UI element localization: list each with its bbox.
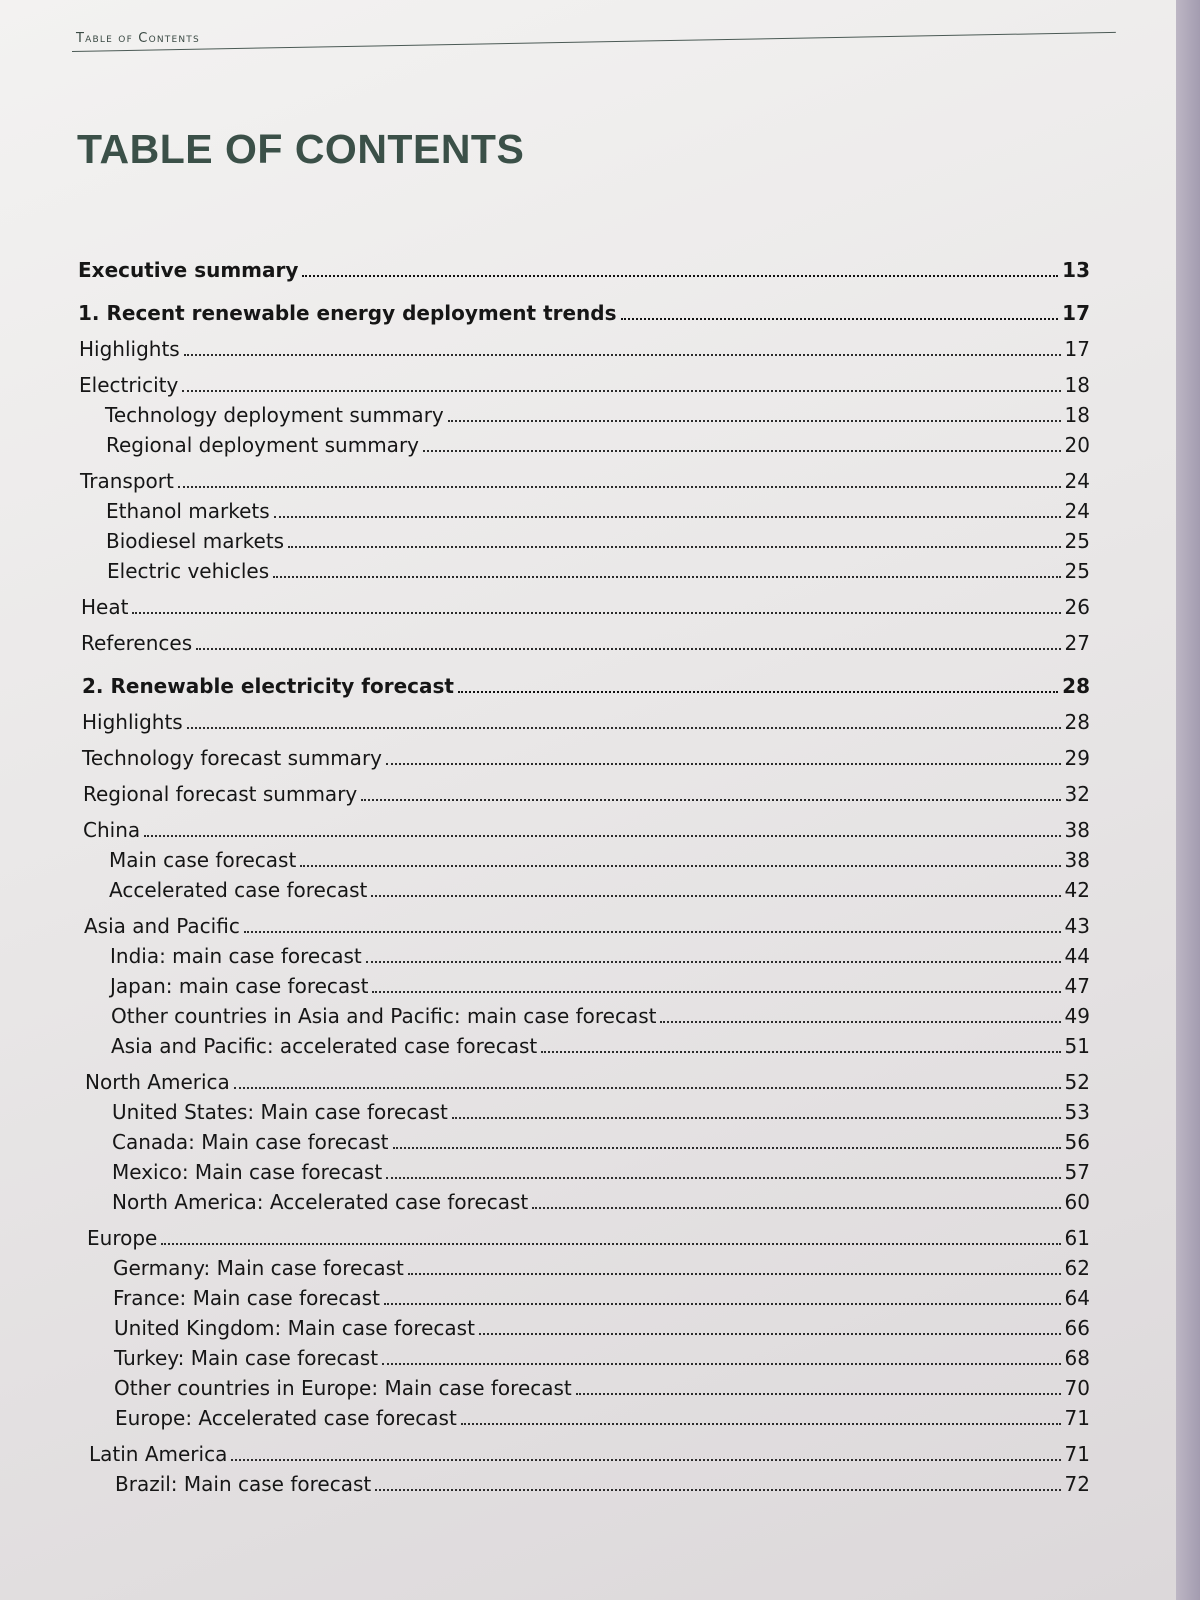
dot-leader (184, 354, 1061, 356)
dot-leader (423, 450, 1061, 452)
toc-entry-page-number: 72 (1064, 1472, 1090, 1496)
toc-entry (113, 1254, 1090, 1282)
dot-leader (393, 1147, 1061, 1149)
dot-leader (452, 1117, 1061, 1119)
dot-leader (372, 991, 1060, 993)
toc-entry (110, 942, 1090, 970)
toc-entry-label: References (81, 631, 193, 655)
toc-entry (111, 1032, 1090, 1060)
dot-leader (386, 1177, 1060, 1179)
toc-entry-page-number: 43 (1064, 914, 1090, 938)
dot-leader (144, 835, 1060, 837)
toc-entry-page-number: 42 (1064, 878, 1090, 902)
toc-entry-label: Ethanol markets (106, 499, 270, 523)
header-rule (72, 32, 1116, 52)
toc-entry-page-number: 25 (1064, 559, 1090, 583)
toc-entry-label: China (83, 818, 141, 842)
toc-entry (85, 1068, 1090, 1096)
dot-leader (408, 1273, 1061, 1275)
toc-entry-label: United States: Main case forecast (112, 1100, 448, 1124)
toc-entry (81, 593, 1090, 621)
toc-entry-label: North America: Accelerated case forecast (112, 1190, 529, 1214)
toc-entry-label: Asia and Pacific (84, 914, 240, 938)
toc-entry-label: Germany: Main case forecast (113, 1256, 404, 1280)
toc-entry (106, 497, 1090, 525)
toc-entry-page-number: 24 (1064, 469, 1090, 493)
toc-entry-label: Electricity (79, 373, 179, 397)
toc-entry-label: Turkey: Main case forecast (114, 1346, 379, 1370)
toc-entry-label: Regional forecast summary (83, 782, 358, 806)
dot-leader (187, 727, 1061, 729)
dot-leader (196, 648, 1060, 650)
dot-leader (458, 691, 1058, 693)
toc-entry-page-number: 26 (1064, 595, 1090, 619)
toc-entry-page-number: 52 (1064, 1070, 1090, 1094)
toc-entry-label: Latin America (89, 1442, 228, 1466)
toc-entry-label: Europe: Accelerated case forecast (115, 1406, 457, 1430)
toc-entry-label: Europe (87, 1226, 158, 1250)
toc-entry (79, 335, 1090, 363)
toc-entry-page-number: 56 (1064, 1130, 1090, 1154)
toc-entry-label: Technology forecast summary (82, 746, 382, 770)
dot-leader (371, 895, 1060, 897)
toc-entry-page-number: 57 (1064, 1160, 1090, 1184)
toc-entry-page-number: 29 (1064, 746, 1090, 770)
toc-entry (89, 1440, 1090, 1468)
dot-leader (375, 1489, 1060, 1491)
dot-leader (161, 1243, 1060, 1245)
toc-entry-page-number: 17 (1064, 337, 1090, 361)
dot-leader (244, 931, 1061, 933)
toc-entry (114, 1314, 1090, 1342)
dot-leader (479, 1333, 1061, 1335)
dot-leader (384, 1303, 1061, 1305)
toc-entry (111, 1002, 1090, 1030)
toc-entry-label: France: Main case forecast (113, 1286, 380, 1310)
toc-entry-page-number: 24 (1064, 499, 1090, 523)
toc-entry (109, 846, 1090, 874)
toc-entry-label: Mexico: Main case forecast (112, 1160, 383, 1184)
dot-leader (621, 318, 1059, 320)
page-title: TABLE OF CONTENTS (77, 126, 525, 172)
toc-entry-label: North America (85, 1070, 230, 1094)
dot-leader (273, 576, 1060, 578)
toc-entry (110, 972, 1090, 1000)
dot-leader (382, 1363, 1061, 1365)
toc-entry (83, 780, 1090, 808)
toc-entry-page-number: 64 (1064, 1286, 1090, 1310)
toc-entry-label: Regional deployment summary (106, 433, 419, 457)
dot-leader (234, 1087, 1061, 1089)
toc-entry-label: Other countries in Asia and Pacific: main case forecast (111, 1004, 657, 1028)
toc-entry-label: Japan: main case forecast (110, 974, 369, 998)
toc-entry-page-number: 32 (1064, 782, 1090, 806)
toc-entry (115, 1404, 1090, 1432)
toc-entry (106, 431, 1090, 459)
toc-entry-page-number: 18 (1064, 373, 1090, 397)
dot-leader (576, 1393, 1061, 1395)
dot-leader (178, 486, 1061, 488)
toc-entry-label: Other countries in Europe: Main case forecast (114, 1376, 572, 1400)
dot-leader (366, 961, 1061, 963)
toc-entry-page-number: 17 (1062, 301, 1090, 325)
toc-entry-label: Heat (81, 595, 129, 619)
toc-entry (82, 744, 1090, 772)
toc-entry (112, 1098, 1090, 1126)
toc-entry-label: India: main case forecast (110, 944, 362, 968)
toc-entry-label: Asia and Pacific: accelerated case forecast (111, 1034, 538, 1058)
dot-leader (541, 1051, 1060, 1053)
toc-entry-label: Canada: Main case forecast (112, 1130, 389, 1154)
toc-entry (109, 876, 1090, 904)
toc-entry (81, 629, 1090, 657)
toc-entry (87, 1224, 1090, 1252)
toc-entry (112, 1128, 1090, 1156)
toc-entry-page-number: 28 (1062, 674, 1090, 698)
toc-entry (105, 401, 1090, 429)
dot-leader (386, 763, 1061, 765)
toc-entry-page-number: 71 (1064, 1406, 1090, 1430)
toc-entry-page-number: 38 (1064, 848, 1090, 872)
dot-leader (448, 420, 1061, 422)
toc-entry (84, 912, 1090, 940)
dot-leader (274, 516, 1061, 518)
toc-entry (106, 527, 1090, 555)
dot-leader (461, 1423, 1061, 1425)
toc-entry-label: Executive summary (78, 258, 299, 282)
toc-entry-page-number: 62 (1064, 1256, 1090, 1280)
toc-entry-page-number: 13 (1062, 258, 1090, 282)
toc-entry (112, 1158, 1090, 1186)
toc-entry (78, 299, 1090, 327)
toc-entry-page-number: 70 (1064, 1376, 1090, 1400)
dot-leader (660, 1021, 1060, 1023)
toc-entry-page-number: 51 (1064, 1034, 1090, 1058)
toc-entry (82, 672, 1090, 700)
toc-entry (114, 1374, 1090, 1402)
toc-entry-page-number: 28 (1064, 710, 1090, 734)
toc-entry-page-number: 61 (1064, 1226, 1090, 1250)
toc-entry (112, 1188, 1090, 1216)
toc-entry-label: Accelerated case forecast (109, 878, 368, 902)
toc-entry-page-number: 49 (1064, 1004, 1090, 1028)
toc-entry-label: Technology deployment summary (105, 403, 444, 427)
toc-entry (113, 1284, 1090, 1312)
dot-leader (361, 799, 1060, 801)
toc-entry (79, 371, 1090, 399)
toc-entry (78, 256, 1090, 284)
toc-entry-label: Highlights (79, 337, 180, 361)
toc-entry-label: United Kingdom: Main case forecast (114, 1316, 475, 1340)
toc-entry-label: Brazil: Main case forecast (115, 1472, 372, 1496)
dot-leader (132, 612, 1060, 614)
toc-entry-label: 1. Recent renewable energy deployment trends (78, 301, 617, 325)
toc-entry (114, 1344, 1090, 1372)
dot-leader (300, 865, 1060, 867)
toc-entry-page-number: 66 (1064, 1316, 1090, 1340)
toc-entry-page-number: 60 (1064, 1190, 1090, 1214)
toc-entry-label: Biodiesel markets (106, 529, 285, 553)
dot-leader (532, 1207, 1060, 1209)
toc-entry-label: Transport (80, 469, 174, 493)
toc-entry-page-number: 20 (1064, 433, 1090, 457)
toc-entry-label: 2. Renewable electricity forecast (82, 674, 454, 698)
toc-entry-label: Electric vehicles (107, 559, 270, 583)
toc-entry-page-number: 25 (1064, 529, 1090, 553)
toc-entry (80, 467, 1090, 495)
dot-leader (302, 275, 1058, 277)
dot-leader (288, 546, 1060, 548)
dot-leader (231, 1459, 1060, 1461)
toc-entry-page-number: 18 (1064, 403, 1090, 427)
toc-entry-page-number: 53 (1064, 1100, 1090, 1124)
toc-entry (107, 557, 1090, 585)
toc-entry (115, 1470, 1090, 1498)
running-header: Table of Contents (76, 31, 200, 46)
toc-entry-label: Highlights (82, 710, 183, 734)
toc-entry-label: Main case forecast (109, 848, 297, 872)
toc-entry-page-number: 27 (1064, 631, 1090, 655)
page-edge-shadow (1176, 0, 1200, 1600)
dot-leader (182, 390, 1060, 392)
toc-entry-page-number: 44 (1064, 944, 1090, 968)
toc-entry-page-number: 71 (1064, 1442, 1090, 1466)
toc-entry (83, 816, 1090, 844)
toc-entry-page-number: 47 (1064, 974, 1090, 998)
toc-entry-page-number: 38 (1064, 818, 1090, 842)
toc-entry (82, 708, 1090, 736)
toc-entry-page-number: 68 (1064, 1346, 1090, 1370)
